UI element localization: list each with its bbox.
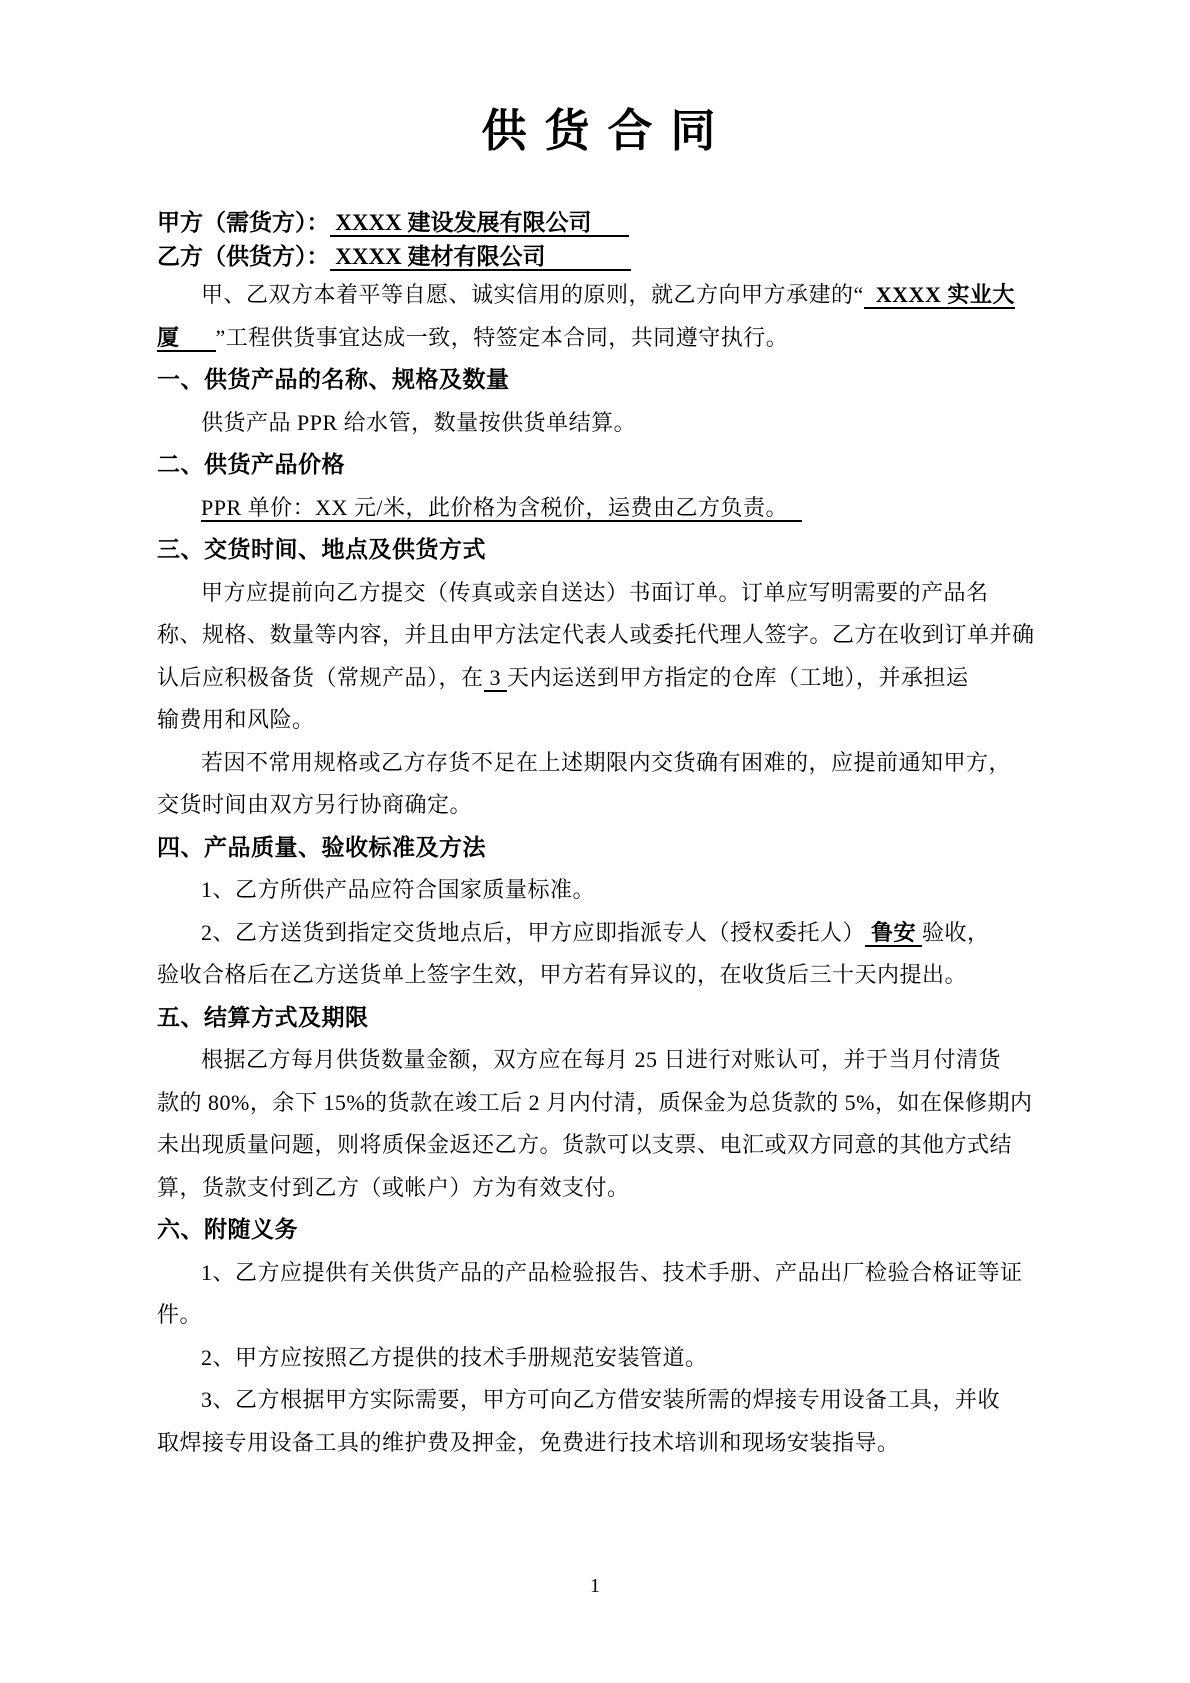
section-3-text-line-4: 输费用和风险。 [157,707,315,732]
preamble-text: ”工程供货事宜达成一致，特签定本合同，共同遵守执行。 [215,324,789,350]
section-4-text: 2、乙方送货到指定交货地点后，甲方应即指派专人（授权委托人） [201,919,866,945]
section-5-text-line-1: 根据乙方每月供货数量金额，双方应在每月 25 日进行对账认可，并于当月付清货 [201,1047,1002,1072]
section-6-item-3-line-2: 取焊接专用设备工具的维护费及押金，免费进行技术培训和现场安装指导。 [157,1429,900,1455]
section-3-text-line-2: 称、规格、数量等内容，并且由甲方法定代表人或委托代理人签字。乙方在收到订单并确 [157,622,1035,647]
section-2-text [157,487,1040,530]
section-3-text-line-1: 甲方应提前向乙方提交（传真或亲自送达）书面订单。订单应写明需要的产品名 [201,579,989,605]
section-6-item-2: 2、甲方应按照乙方提供的技术手册规范安装管道。 [201,1344,708,1370]
preamble-line-2 [157,317,1040,360]
party-a-line [157,206,1040,240]
party-b-label: 乙方（供货方）： [157,244,330,269]
section-3-heading: 三、交货时间、地点及供货方式 [157,537,486,562]
section-4-item-2-line-2: 验收合格后在乙方送货单上签字生效，甲方若有异议的，在收货后三十天内提出。 [157,962,968,987]
section-6-item-3-line-1: 3、乙方根据甲方实际需要，甲方可向乙方借安装所需的焊接专用设备工具，并收 [201,1387,1001,1412]
section-4-item-1: 1、乙方所供产品应符合国家质量标准。 [201,877,596,902]
page-number: 1 [590,1575,600,1597]
section-4-item-2-line-1 [157,912,1040,955]
days-blank: 3 [483,664,508,690]
section-5-text-line-2: 款的 80%，余下 15%的货款在竣工后 2 月内付清，质保金为总货款的 5%，如在保修期内 [157,1089,1033,1115]
section-3-text-line-3 [157,657,1040,700]
project-name-blank-cont: 厦 [157,325,216,352]
project-name-blank: XXXX 实业大 [863,282,1015,307]
section-5-text-line-3: 未出现质量问题，则将质保金返还乙方。货款可以支票、电汇或双方同意的其他方式结 [157,1132,1013,1157]
section-3-text: 认后应积极备货（常规产品），在 [157,664,484,690]
section-1-text: 供货产品 PPR 给水管，数量按供货单结算。 [201,409,637,435]
section-6-item-1-line-1: 1、乙方应提供有关供货产品的产品检验报告、技术手册、产品出厂检验合格证等证 [201,1259,1023,1285]
section-3-text: 天内运送到甲方指定的仓库（工地），并承担运 [507,664,969,690]
section-1-heading: 一、供货产品的名称、规格及数量 [157,367,510,392]
party-b-line [157,240,1040,274]
section-6-heading: 六、附随义务 [157,1217,298,1242]
party-b-value: XXXX 建材有限公司 [330,244,631,271]
section-4-heading: 四、产品质量、验收标准及方法 [157,834,486,860]
section-3-text-line-6: 交货时间由双方另行协商确定。 [157,792,473,817]
section-3-text-line-5: 若因不常用规格或乙方存货不足在上述期限内交货确有困难的，应提前通知甲方， [201,749,1012,775]
preamble-text: 甲、乙双方本着平等自愿、诚实信用的原则，就乙方向甲方承建的“ [201,282,864,307]
section-4-text: 验收， [922,919,990,945]
document-title: 供货合同 [481,106,734,156]
price-blank: PPR 单价：XX 元/米，此价格为含税价，运费由乙方负责。 [201,495,802,522]
contract-body [157,274,1040,1464]
party-a-label: 甲方（需货方）： [157,210,330,235]
party-a-value: XXXX 建设发展有限公司 [330,210,629,237]
section-2-heading: 二、供货产品价格 [157,452,345,477]
section-6-item-1-line-2: 件。 [157,1302,203,1327]
preamble-line-1 [157,274,1040,317]
parties-block [157,206,1040,274]
section-5-heading: 五、结算方式及期限 [157,1004,369,1030]
section-5-text-line-4: 算，货款支付到乙方（或帐户）方为有效支付。 [157,1174,630,1200]
inspector-name-blank: 鲁安 [865,919,923,945]
